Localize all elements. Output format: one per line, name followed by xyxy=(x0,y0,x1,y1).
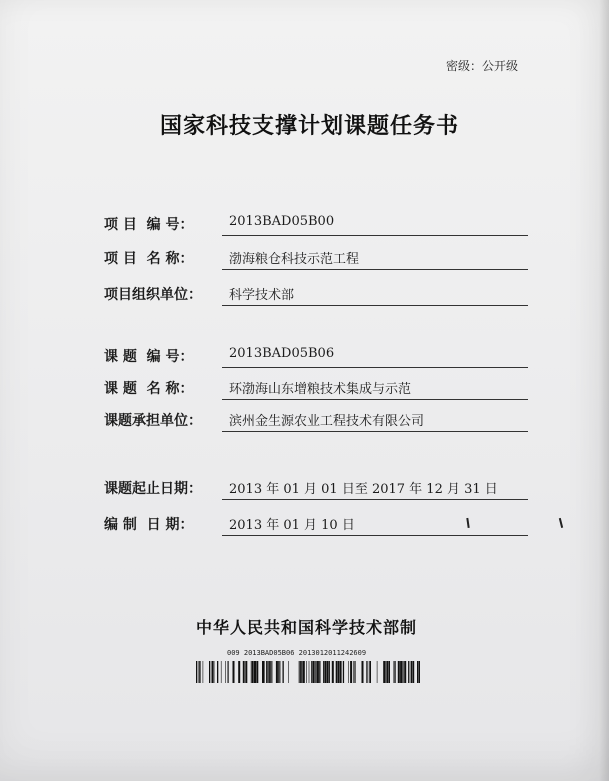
document-title: 国家科技支撑计划课题任务书 xyxy=(160,114,460,139)
field-underline xyxy=(222,269,528,270)
project-name-label: 项 目 名 称： xyxy=(104,251,194,267)
barcode-graphic xyxy=(196,661,420,683)
compile-date-value: 2013 年 01 月 10 日 xyxy=(229,518,355,533)
field-underline xyxy=(222,399,528,400)
compile-date-label: 编 制 日 期： xyxy=(104,517,194,533)
project-org-row xyxy=(104,280,534,306)
project-org-value: 科学技术部 xyxy=(229,288,295,303)
barcode-number: 009 2013BAD05B06 201301201124260​9 xyxy=(227,649,367,657)
project-name-row xyxy=(104,244,534,270)
field-underline xyxy=(222,235,528,236)
subject-unit-value: 滨州金生源农业工程技术有限公司 xyxy=(229,414,425,429)
subject-number-row xyxy=(104,342,534,368)
subject-number-label: 课 题 编 号： xyxy=(104,349,194,365)
field-underline xyxy=(222,305,528,306)
page-edge-shadow xyxy=(599,0,609,781)
pen-mark xyxy=(559,518,563,528)
project-number-value: 2013BAD05B00 xyxy=(229,214,335,229)
field-underline xyxy=(222,367,528,368)
subject-unit-label: 课题承担单位： xyxy=(104,413,202,429)
project-number-label: 项 目 编 号： xyxy=(104,217,194,233)
field-underline xyxy=(222,535,528,536)
project-org-label: 项目组织单位： xyxy=(104,287,202,303)
subject-name-row xyxy=(104,374,534,400)
field-underline xyxy=(222,499,528,500)
subject-unit-row xyxy=(104,406,534,432)
period-row xyxy=(104,474,534,500)
subject-name-value: 环渤海山东增粮技术集成与示范 xyxy=(229,382,412,397)
subject-number-value: 2013BAD05B06 xyxy=(229,346,335,361)
field-underline xyxy=(222,431,528,432)
period-label: 课题起止日期： xyxy=(104,481,202,497)
project-number-row xyxy=(104,210,534,236)
subject-name-label: 课 题 名 称： xyxy=(104,381,194,397)
compile-date-row xyxy=(104,510,534,536)
project-name-value: 渤海粮仓科技示范工程 xyxy=(229,252,360,267)
security-level: 密级：公开级 xyxy=(446,59,519,73)
issuer-name: 中华人民共和国科学技术部制 xyxy=(196,618,418,637)
period-value: 2013 年 01 月 01 日至 2017 年 12 月 31 日 xyxy=(229,482,498,497)
